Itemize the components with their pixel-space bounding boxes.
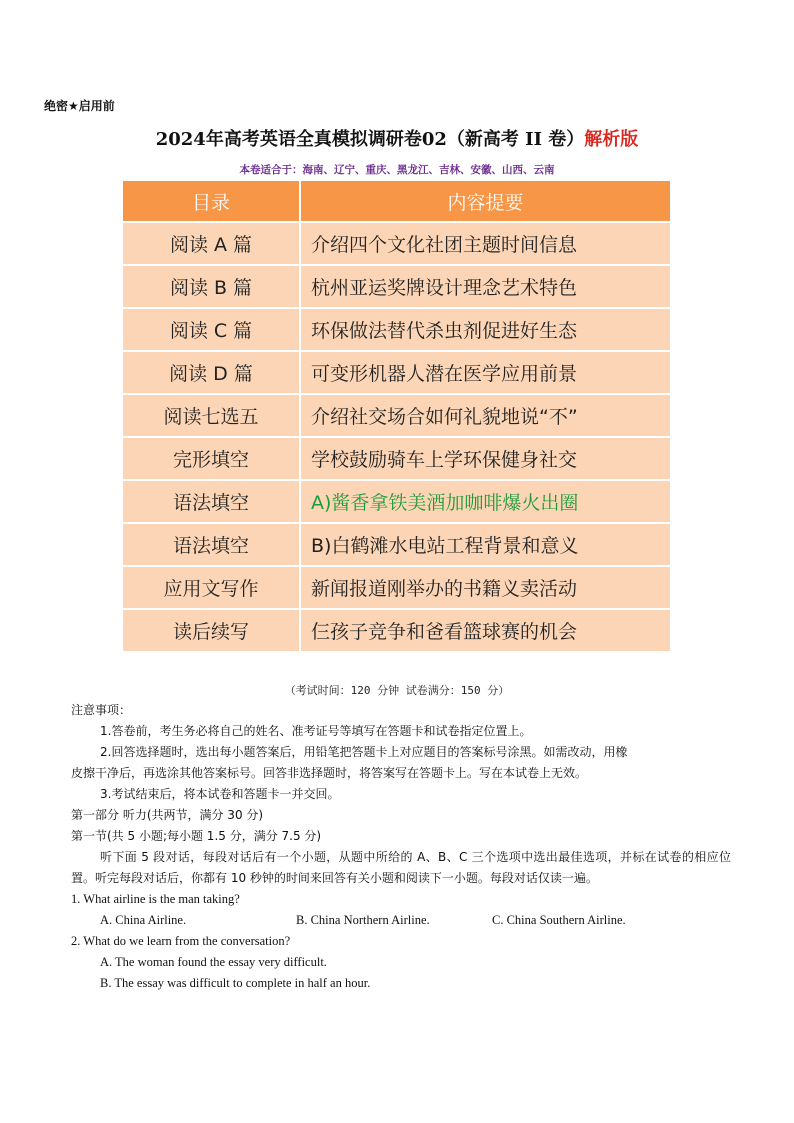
summary-cell: B)白鹤滩水电站工程背景和意义 [300,523,671,566]
table-row [122,566,671,609]
note-item-3: 3.考试结束后，将本试卷和答题卡一并交回。 [100,787,340,801]
column-header-directory: 目录 [122,180,300,222]
note-item-1: 1.答卷前，考生务必将自己的姓名、准考证号等填写在答题卡和试卷指定位置上。 [100,724,532,738]
listening-instructions: 听下面 5 段对话，每段对话后有一个小题，从题中所给的 A、B、C 三个选项中选出最佳选项，并标在试卷的相应位置。听完每段对话后，你都有 10 秒钟的时间来回答有关小题和阅读下一小题。每段对话仅读一遍。 [71,850,731,885]
summary-cell: 介绍社交场合如何礼貌地说“不” [300,394,671,437]
section-cell: 阅读 A 篇 [122,222,300,265]
table-row [122,222,671,265]
question-2-option-b: B. The essay was difficult to complete in half an hour. [100,976,371,990]
summary-cell: 新闻报道刚举办的书籍义卖活动 [300,566,671,609]
summary-cell: 仨孩子竞争和爸看篮球赛的机会 [300,609,671,652]
document-title [0,125,794,151]
note-item-2-line-1: 2.回答选择题时，选出每小题答案后，用铅笔把答题卡上对应题目的答案标号涂黑。如需改动，用橡 [100,745,628,759]
contents-table [121,179,672,653]
table-row [122,351,671,394]
title-suffix: 解析版 [584,129,639,150]
summary-cell: 杭州亚运奖牌设计理念艺术特色 [300,265,671,308]
question-1-stem: 1. What airline is the man taking? [71,892,240,906]
question-1-options [71,910,731,931]
summary-cell: 学校鼓励骑车上学环保健身社交 [300,437,671,480]
question-2-stem: 2. What do we learn from the conversation? [71,934,291,948]
section-cell: 阅读 D 篇 [122,351,300,394]
section-cell: 阅读 B 篇 [122,265,300,308]
table-row [122,480,671,523]
exam-time-and-score: （考试时间：120 分钟 试卷满分：150 分） [284,684,510,697]
title-main: 2024年高考英语全真模拟调研卷02（新高考 II 卷） [155,129,585,150]
table-row [122,394,671,437]
table-row [122,265,671,308]
section-cell: 完形填空 [122,437,300,480]
confidential-label: 绝密★启用前 [44,99,115,113]
option-c: C. China Southern Airline. [492,913,626,927]
notes-heading: 注意事项： [71,703,132,717]
section-cell: 语法填空 [122,523,300,566]
suitable-regions: 本卷适合于：海南、辽宁、重庆、黑龙江、吉林、安徽、山西、云南 [239,164,555,176]
option-a: A. China Airline. [100,913,187,927]
summary-cell: 可变形机器人潜在医学应用前景 [300,351,671,394]
section-one-title: 第一节(共 5 小题;每小题 1.5 分，满分 7.5 分) [71,829,322,843]
section-cell: 读后续写 [122,609,300,652]
section-cell: 阅读七选五 [122,394,300,437]
option-b: B. China Northern Airline. [296,913,430,927]
table-row [122,523,671,566]
section-cell: 语法填空 [122,480,300,523]
contents-table-header [122,180,671,222]
part-one-title: 第一部分 听力(共两节，满分 30 分) [71,808,264,822]
column-header-summary: 内容提要 [300,180,671,222]
table-row [122,609,671,652]
table-row [122,437,671,480]
question-2-option-a: A. The woman found the essay very difficult. [100,955,327,969]
note-item-2-line-2: 皮擦干净后，再选涂其他答案标号。回答非选择题时，将答案写在答题卡上。写在本试卷上无效。 [71,766,588,780]
summary-cell: 环保做法替代杀虫剂促进好生态 [300,308,671,351]
section-cell: 应用文写作 [122,566,300,609]
summary-cell: 介绍四个文化社团主题时间信息 [300,222,671,265]
summary-cell-highlighted: A)酱香拿铁美酒加咖啡爆火出圈 [300,480,671,523]
notes-section [71,700,731,994]
table-row [122,308,671,351]
section-cell: 阅读 C 篇 [122,308,300,351]
